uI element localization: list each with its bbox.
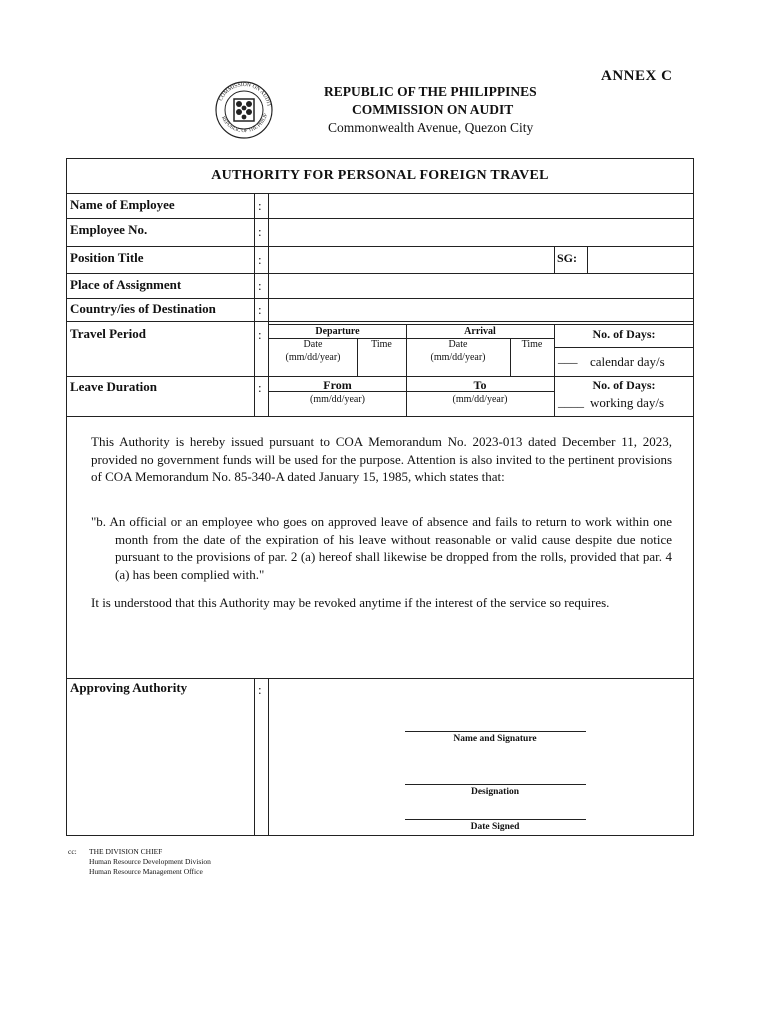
colon: : [258,380,262,395]
travel-days-header: No. of Days: [592,327,656,341]
signature-line[interactable] [405,731,586,732]
dep-time-header: Time [371,339,392,350]
svg-text:REPUBLIC OF THE PHILIPPINES: REPUBLIC OF THE PHILIP [219,113,270,135]
country-field[interactable] [269,299,693,320]
header-republic: REPUBLIC OF THE PHILIPPINES [324,84,537,99]
cc-line-1: THE DIVISION CHIEF [89,847,163,856]
sg-divider [554,246,555,273]
employee-no-field[interactable] [269,219,693,245]
label-divider [254,193,255,416]
travel-days-unit: calendar day/s [590,354,665,369]
label-approving: Approving Authority [70,680,188,695]
label-name: Name of Employee [70,197,175,212]
dep-date-format: (mm/dd/year) [285,352,341,363]
label-travel-period: Travel Period [70,326,146,341]
colon: : [258,327,262,342]
leave-days-blank[interactable]: ____ [558,394,584,409]
cc-label: cc: [68,847,77,856]
arr-date-header: Date [448,339,468,350]
label-place: Place of Assignment [70,277,182,292]
form-title: AUTHORITY FOR PERSONAL FOREIGN TRAVEL [211,168,549,183]
colon: : [258,252,262,267]
label-leave-duration: Leave Duration [70,379,158,394]
place-field[interactable] [269,274,693,297]
arr-time-header: Time [521,339,543,350]
rule-travel [66,376,694,377]
arr-date-format: (mm/dd/year) [430,352,486,363]
signature-caption: Name and Signature [453,734,537,744]
leave-from-format: (mm/dd/year) [310,394,365,405]
position-field[interactable] [269,247,553,272]
travel-days-blank[interactable]: ___ [558,350,578,365]
annex-label: ANNEX C [601,68,673,84]
colon: : [258,224,262,239]
header-address: Commonwealth Avenue, Quezon City [328,120,534,135]
arrival-header: Arrival [464,326,496,337]
label-country: Country/ies of Destination [70,301,216,316]
header-commission: COMMISSION ON AUDIT [352,102,514,117]
leave-to-header: To [473,378,487,392]
approve-colon-divider [268,678,269,836]
designation-caption: Designation [470,787,520,797]
leave-days-header: No. of Days: [592,378,656,392]
dep-date-header: Date [303,339,323,350]
approve-divider [254,678,255,836]
label-sg: SG: [557,251,578,265]
date-signed-line[interactable] [405,819,586,820]
colon: : [258,682,262,697]
designation-line[interactable] [405,784,586,785]
leave-from-header: From [323,378,352,392]
label-position: Position Title [70,250,144,265]
authority-paragraph: This Authority is hereby issued pursuant to COA Memorandum No. 2023-013 dated December 11, 2023, provided no government funds will be used for the purpose. Attention is also invited to the pertinent provisions of COA Memorandum No. 85-340-A dated January 15, 1985, which states that: [91,434,672,484]
departure-header: Departure [315,326,360,337]
svg-text:COMMISSION ON AUDIT: COMMISSION ON AUDIT [218,81,272,108]
sg-field[interactable] [588,247,693,272]
date-signed-caption: Date Signed [470,822,520,832]
memorandum-quote: "b. An official or an employee who goes on approved leave of absence and fails to return to work within one month from the date of the expiration of his leave without reasonable or valid cause despite due notice pursuant to the provisions of par. 2 (a) hereof shall likewise be dropped from the rolls, provided that par. 4 (a) has been complied with." [91,514,672,582]
travel-days-top-rule [554,324,694,325]
label-employee-no: Employee No. [70,222,148,237]
rule-leave [66,416,694,417]
cc-line-3: Human Resource Management Office [89,867,203,876]
rule-body [66,678,694,679]
travel-days-mid-rule [554,347,694,348]
colon: : [258,302,262,317]
revocation-paragraph: It is understood that this Authority may be revoked anytime if the interest of the service so requires. [91,595,610,610]
leave-days-unit: working day/s [590,395,665,410]
cc-line-2: Human Resource Development Division [89,857,211,866]
colon: : [258,198,262,213]
colon: : [258,278,262,293]
rule-country [66,321,694,322]
coa-seal-icon [210,77,314,141]
leave-to-format: (mm/dd/year) [452,394,508,405]
name-field[interactable] [269,194,693,218]
travel-top-rule [269,324,554,325]
